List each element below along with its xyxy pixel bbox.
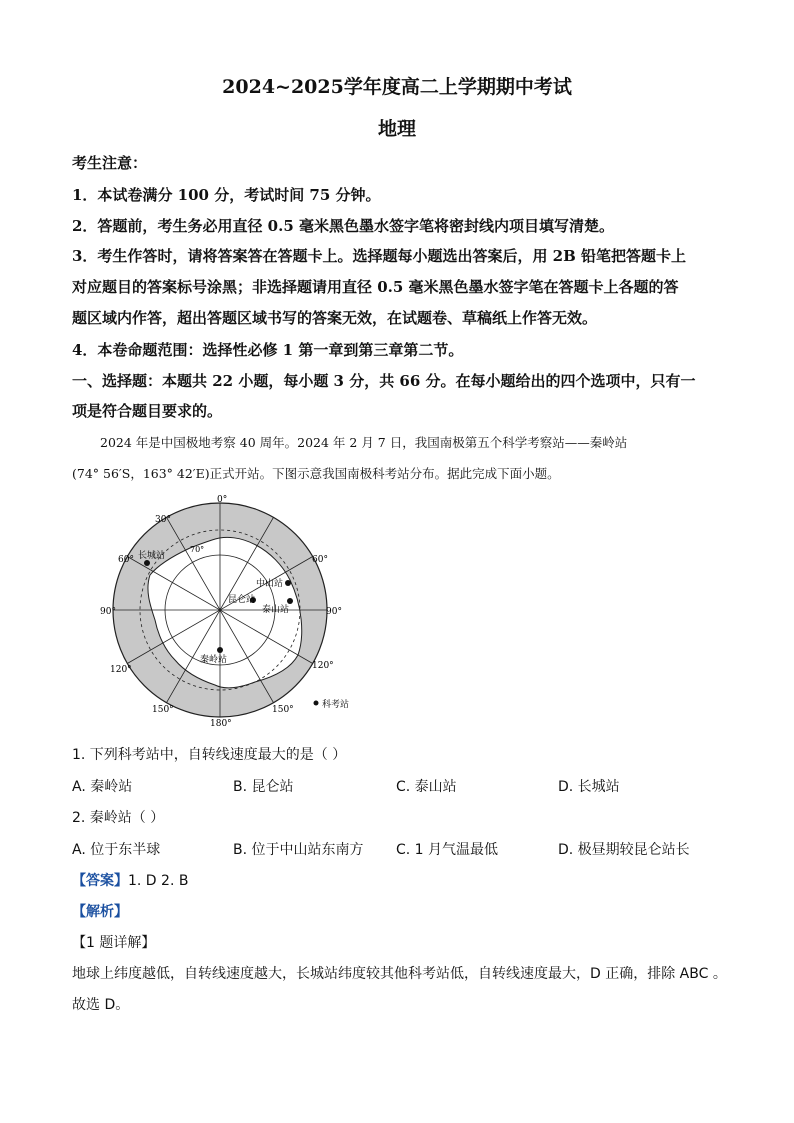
question-2-option-c[interactable]: C. 1 月气温最低 <box>396 842 499 858</box>
answer-value: 1. D 2. B <box>128 873 189 889</box>
question-1-option-c[interactable]: C. 泰山站 <box>396 779 457 795</box>
notice-heading: 考生注意： <box>72 154 148 172</box>
question-2-option-a[interactable]: A. 位于东半球 <box>72 842 161 858</box>
question-2-option-b[interactable]: B. 位于中山站东南方 <box>233 842 364 858</box>
longitude-label: 120° <box>312 661 334 671</box>
longitude-label: 150° <box>152 705 174 715</box>
longitude-label: 180° <box>210 719 232 729</box>
notice-item: 3．考生作答时，请将答案答在答题卡上。选择题每小题选出答案后，用 2B 铅笔把答题卡上 <box>72 247 687 265</box>
exam-subject: 地理 <box>377 118 416 140</box>
longitude-label: 120° <box>110 665 132 675</box>
legend-dot <box>314 701 319 706</box>
antarctica-station-map <box>100 490 370 730</box>
station-dot <box>217 647 223 653</box>
station-label-kunlun: 昆仑站 <box>228 595 256 605</box>
notice-item: 4．本卷命题范围：选择性必修 1 第一章到第三章第二节。 <box>72 341 464 359</box>
station-dot <box>287 598 293 604</box>
detail-text: 地球上纬度越低，自转线速度越大，长城站纬度较其他科考站低，自转线速度最大，D 正确，排除 ABC 。 <box>72 966 727 982</box>
longitude-label: 0° <box>217 495 228 505</box>
station-label-qinling: 秦岭站 <box>200 655 228 665</box>
question-2-stem: 2. 秦岭站（ ） <box>72 810 165 826</box>
question-1-stem: 1. 下列科考站中，自转线速度最大的是（ ） <box>72 747 347 763</box>
longitude-label: 90° <box>100 607 116 617</box>
longitude-label: 150° <box>272 705 294 715</box>
answer-label: 【答案】 <box>72 873 128 889</box>
longitude-label: 30° <box>155 515 171 525</box>
notice-item: 对应题目的答案标号涂黑；非选择题请用直径 0.5 毫米黑色墨水签字笔在答题卡上各题的答 <box>72 278 679 296</box>
station-label-changcheng: 长城站 <box>138 551 166 561</box>
station-label-taishan: 泰山站 <box>262 605 290 615</box>
exam-title: 2024~2025学年度高二上学期期中考试 <box>222 76 572 98</box>
longitude-label: 70° <box>190 545 205 554</box>
legend-label: 科考站 <box>322 700 350 710</box>
analysis-label: 【解析】 <box>72 904 128 920</box>
intro-text: 2024 年是中国极地考察 40 周年。2024 年 2 月 7 日，我国南极第五个科学考察站——秦岭站 <box>100 435 628 450</box>
notice-item: 2．答题前，考生务必用直径 0.5 毫米黑色墨水签字笔将密封线内项目填写清楚。 <box>72 217 614 235</box>
notice-item: 题区域内作答，超出答题区域书写的答案无效，在试题卷、草稿纸上作答无效。 <box>72 309 598 327</box>
intro-text: (74° 56′S，163° 42′E)正式开站。下图示意我国南极科考站分布。据此完成下面小题。 <box>72 466 560 481</box>
longitude-label: 90° <box>326 607 342 617</box>
station-dot <box>285 580 291 586</box>
notice-item: 1．本试卷满分 100 分，考试时间 75 分钟。 <box>72 186 381 204</box>
longitude-label: 60° <box>312 555 328 565</box>
section-heading-cont: 项是符合题目要求的。 <box>72 402 223 420</box>
question-1-option-b[interactable]: B. 昆仑站 <box>233 779 294 795</box>
longitude-label: 60° <box>118 555 134 565</box>
station-label-zhongshan: 中山站 <box>256 579 284 589</box>
question-2-option-d[interactable]: D. 极昼期较昆仑站长 <box>558 842 690 858</box>
question-1-option-d[interactable]: D. 长城站 <box>558 779 620 795</box>
detail-label: 【1 题详解】 <box>72 935 156 951</box>
answer-line <box>72 870 188 890</box>
section-heading: 一、选择题：本题共 22 小题，每小题 3 分，共 66 分。在每小题给出的四个选项中，只有一 <box>72 372 696 390</box>
detail-text: 故选 D。 <box>72 997 130 1013</box>
question-1-option-a[interactable]: A. 秦岭站 <box>72 779 133 795</box>
